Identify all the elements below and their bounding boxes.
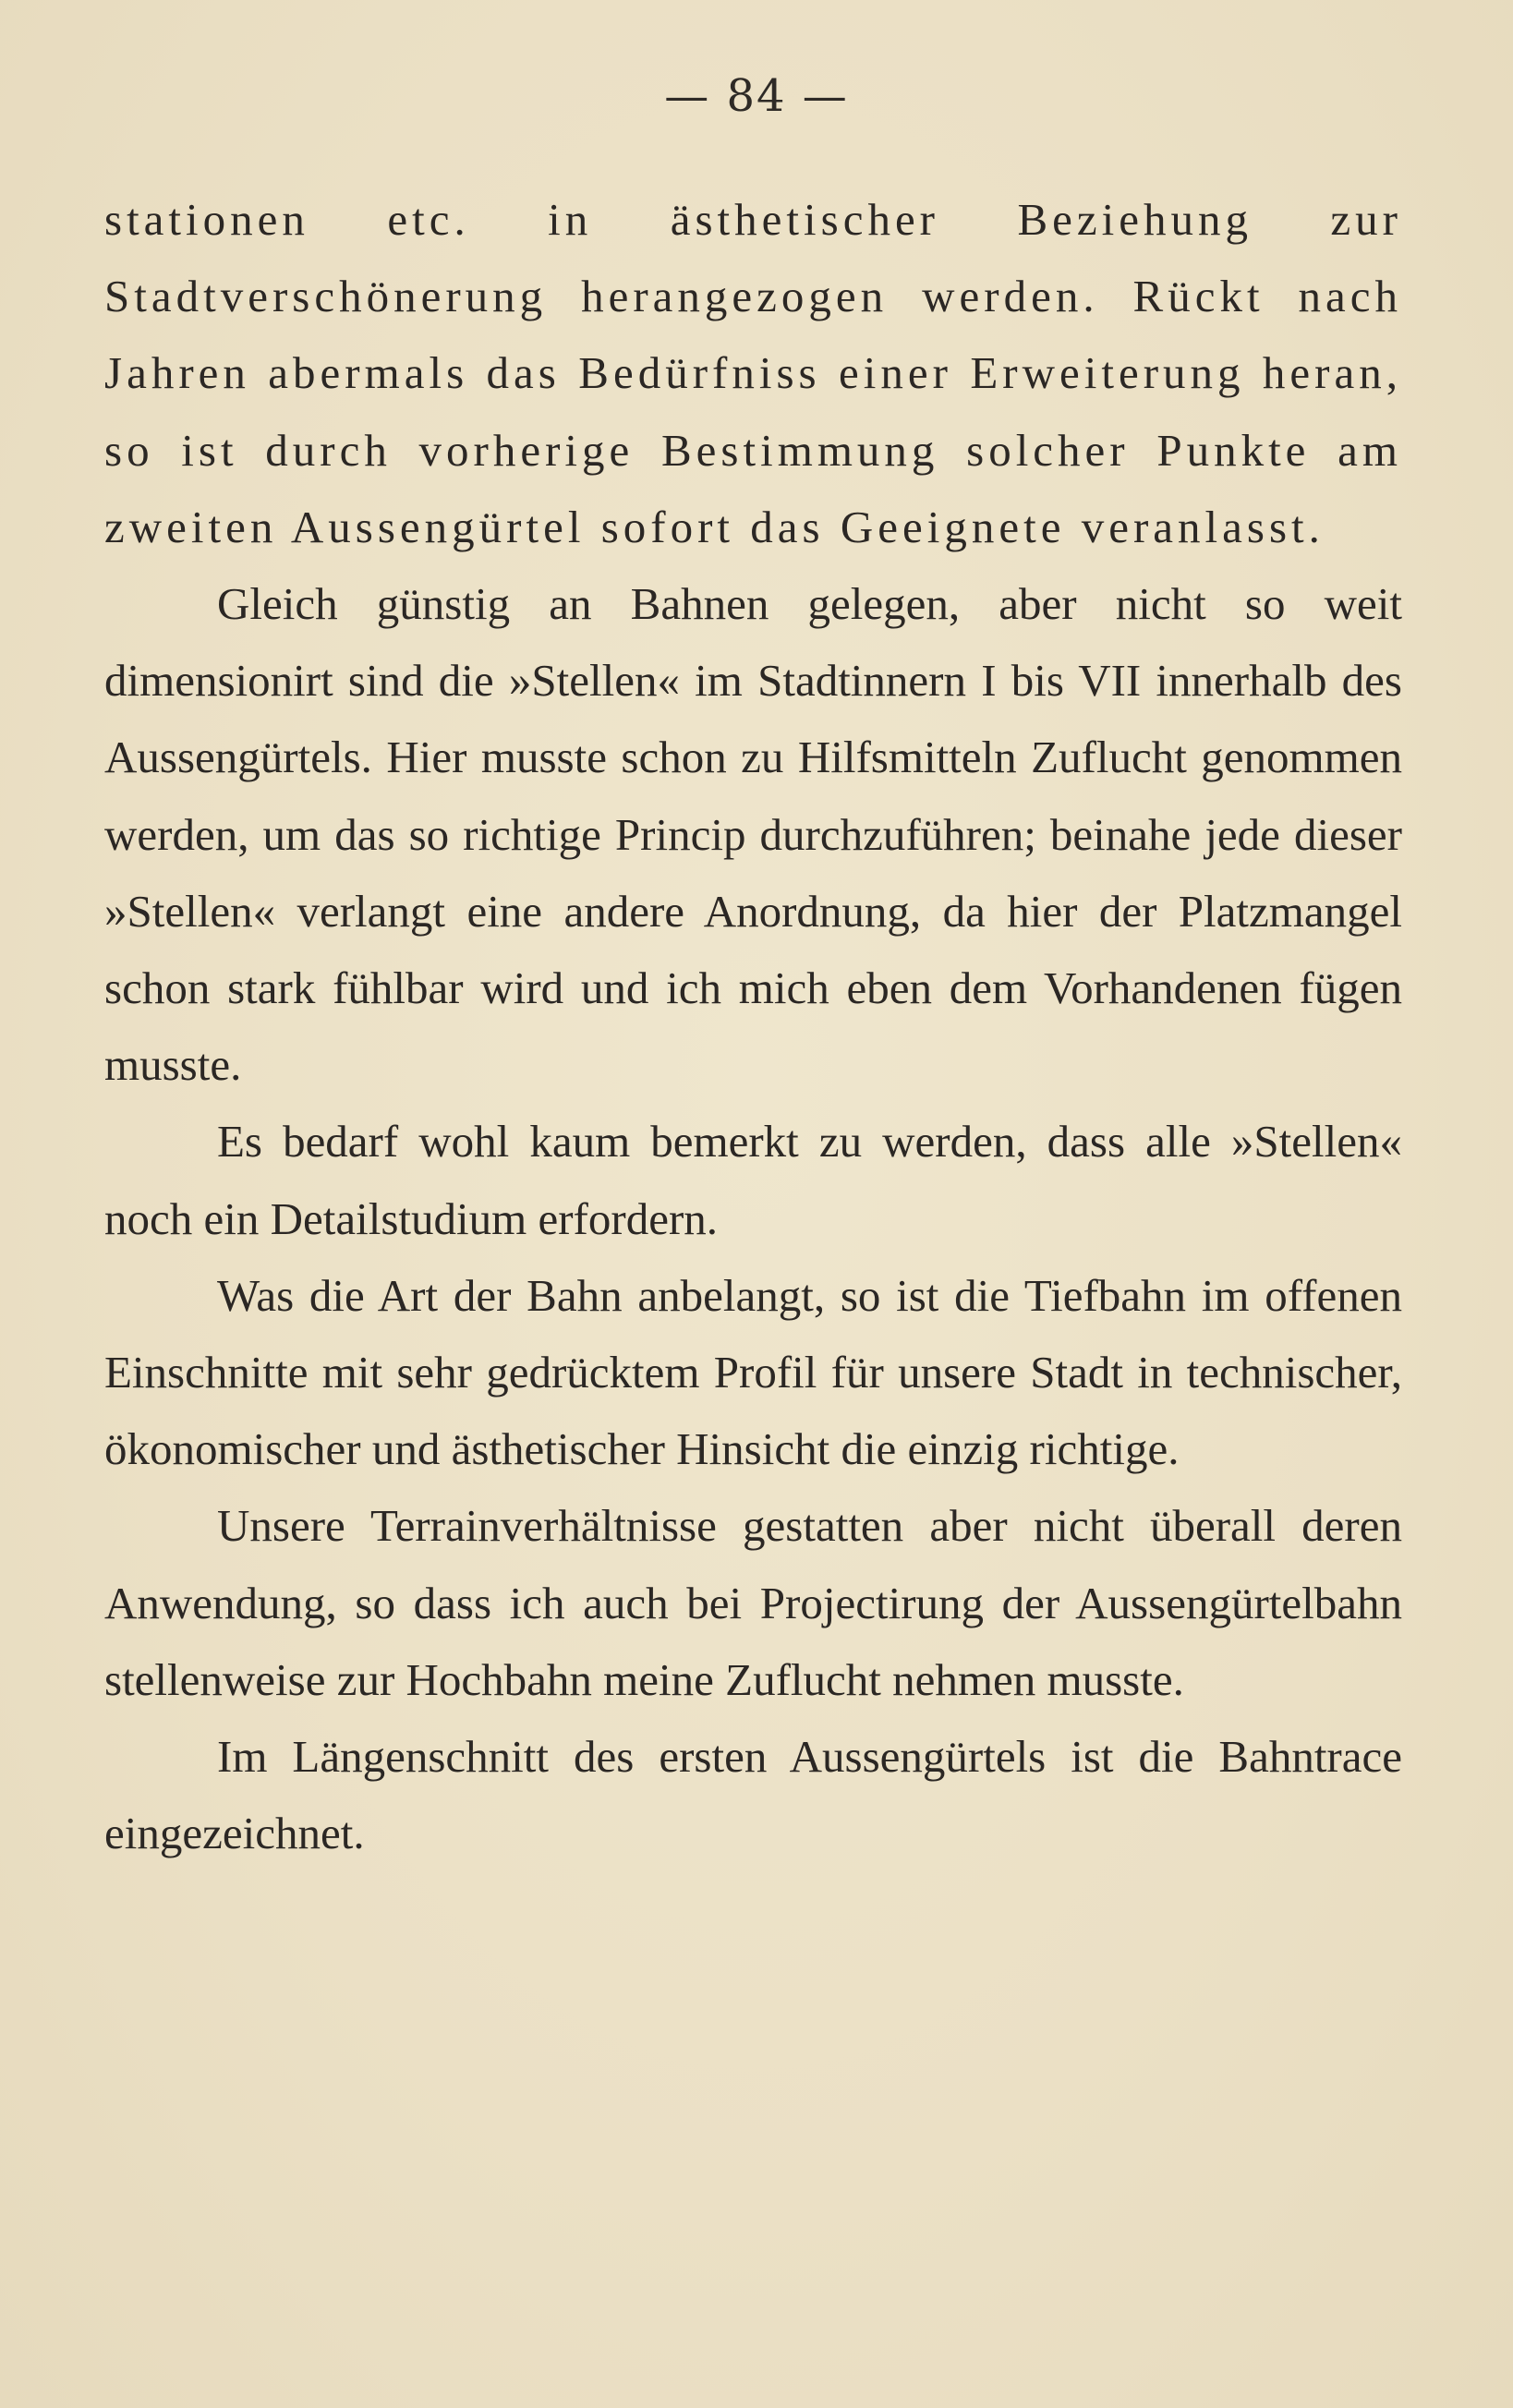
paragraph-4: Was die Art der Bahn anbelangt, so ist die Tiefbahn im offenen Einschnitte mit sehr gedrücktem Profil für unsere Stadt in technischer, ökonomischer und ästhetischer Hinsicht die einzig richtige. bbox=[104, 1269, 1402, 1475]
paragraph-5: Unsere Terrainverhältnisse gestatten aber nicht überall deren Anwendung, so dass ich auch bei Projectirung der Aussengürtelbahn stellenweise zur Hochbahn meine Zuflucht nehmen musste. bbox=[104, 1500, 1402, 1705]
body-text bbox=[104, 181, 1402, 1871]
paragraph-1: stationen etc. in ästhetischer Beziehung zur Stadtverschönerung herangezogen werden. Rückt nach Jahren abermals das Bedürfniss einer Erweiterung heran, so ist durch vorherige Bestimmung solcher Punkte am zweiten Aussengürtel sofort das Geeignete veranlasst. bbox=[104, 194, 1402, 552]
paragraph-6: Im Längenschnitt des ersten Aussengürtels ist die Bahntrace eingezeichnet. bbox=[104, 1731, 1402, 1859]
page-number: — 84 — bbox=[664, 70, 849, 122]
paragraph-2: Gleich günstig an Bahnen gelegen, aber nicht so weit dimensionirt sind die »Stellen« im Stadtinnern I bis VII innerhalb des Aussengürtels. Hier musste schon zu Hilfsmitteln Zuflucht genommen werden, um das so richtige Princip durchzuführen; beinahe jede dieser »Stellen« verlangt eine andere Anordnung, da hier der Platzmangel schon stark fühlbar wird und ich mich eben dem Vorhandenen fügen musste. bbox=[104, 578, 1402, 1091]
paragraph-3: Es bedarf wohl kaum bemerkt zu werden, dass alle »Stellen« noch ein Detailstudium erfordern. bbox=[104, 1116, 1402, 1244]
